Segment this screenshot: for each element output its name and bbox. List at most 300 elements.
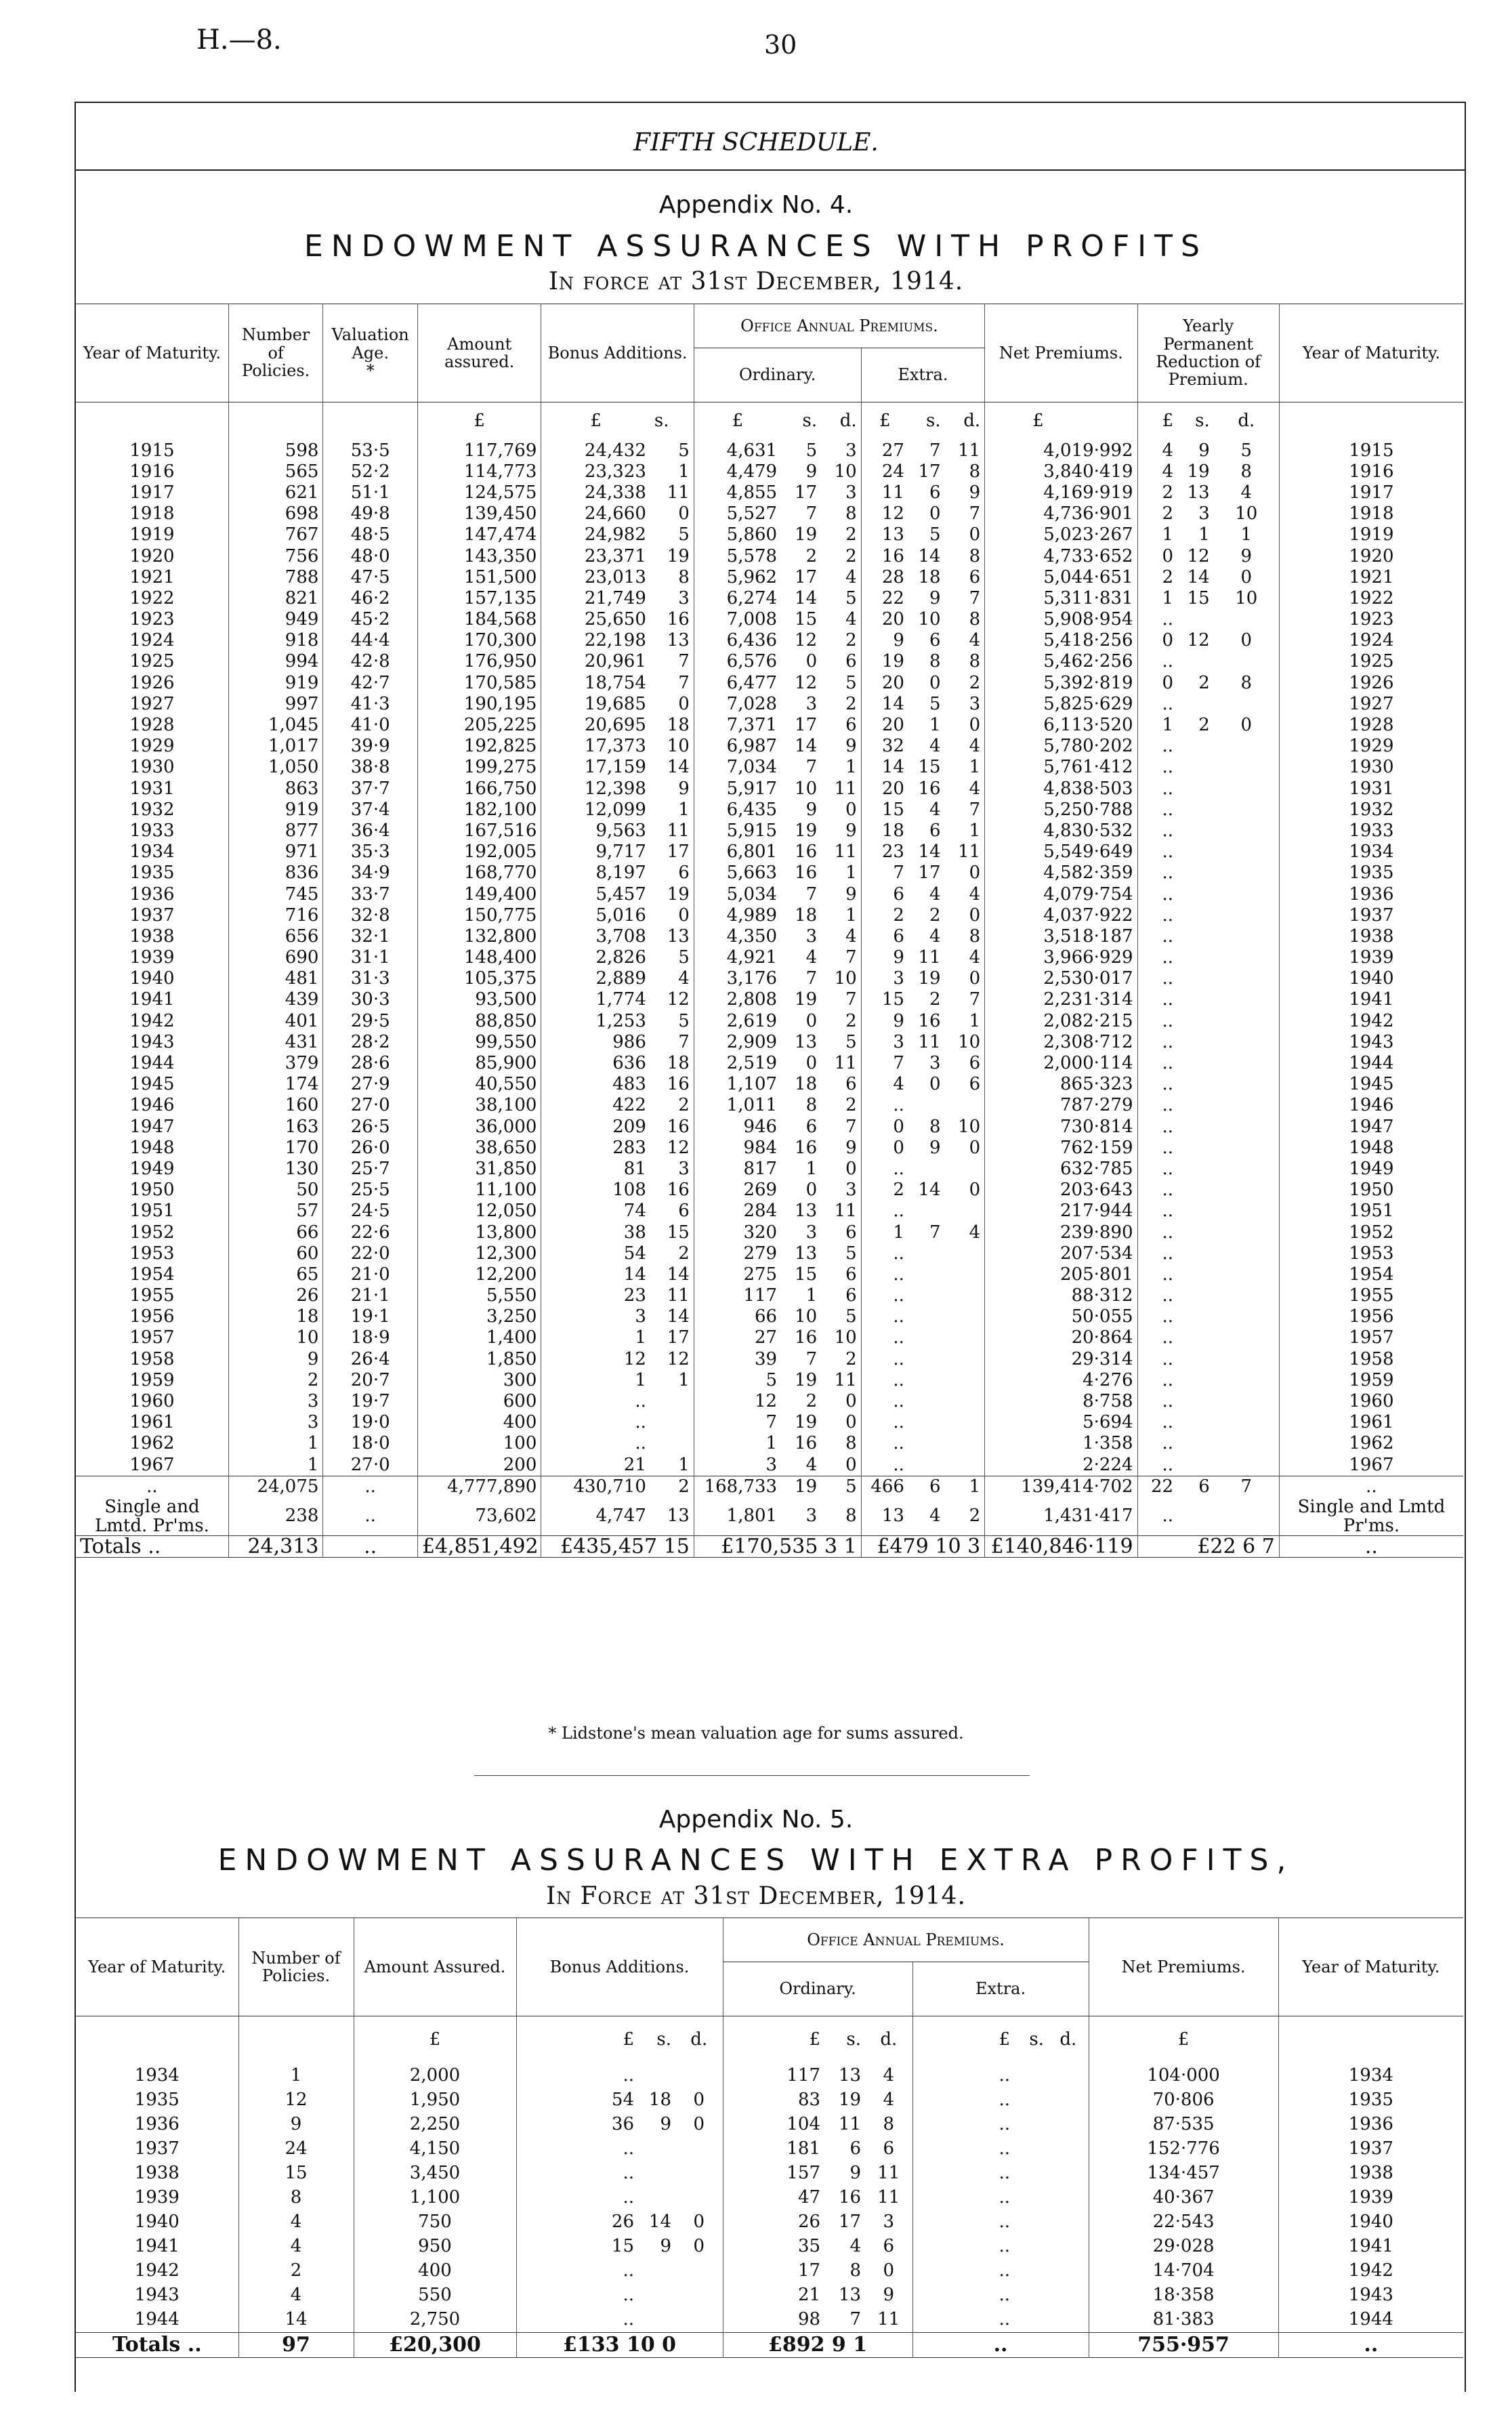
table-row <box>76 1433 1463 1454</box>
table-cell: 1,950 <box>354 2088 516 2113</box>
table-cell: 986 <box>541 1032 650 1053</box>
table-cell: 2 <box>929 905 941 926</box>
table-cell: 17 <box>918 461 941 482</box>
table-row <box>76 1074 1463 1095</box>
table-cell: 1955 <box>1279 1285 1463 1306</box>
table-cell: .. <box>912 2137 1014 2161</box>
table-cell: 5 <box>845 1031 857 1052</box>
table-cell: 6 <box>678 1201 690 1222</box>
table-cell: 5 <box>845 672 857 693</box>
table-cell <box>1048 2210 1089 2235</box>
table-cell: 16 <box>838 2187 862 2208</box>
table-cell: .. <box>1137 1201 1177 1222</box>
table-cell: 5,044·651 <box>985 567 1137 588</box>
table-cell <box>945 1264 985 1285</box>
table-cell: 5,962 <box>694 567 781 588</box>
table-cell: 6 <box>1198 1476 1210 1497</box>
table-cell: 40,550 <box>417 1074 541 1095</box>
table-cell: 6 <box>861 926 908 947</box>
table-cell: .. <box>861 1433 908 1454</box>
table-cell: 4 <box>883 2090 895 2110</box>
table-cell: 1 <box>678 799 690 820</box>
table-row <box>76 545 1463 566</box>
table-row <box>76 1455 1463 1476</box>
table-cell: 11 <box>958 842 981 863</box>
table-cell <box>908 1391 945 1412</box>
table-cell: 88,850 <box>417 1011 541 1032</box>
table-cell <box>1214 821 1280 842</box>
table-row <box>76 694 1463 715</box>
table-cell: 16 <box>795 1433 818 1454</box>
table-cell: 4,830·532 <box>985 821 1137 842</box>
table-cell: 26·0 <box>323 1138 418 1159</box>
table-cell: 0 <box>845 1391 857 1412</box>
table-cell <box>1177 1159 1214 1180</box>
table-cell: 1944 <box>1279 1053 1463 1074</box>
table-cell: 21,749 <box>541 588 650 609</box>
table-cell: 865·323 <box>985 1074 1137 1095</box>
table-cell: 9 <box>929 1137 941 1158</box>
table-cell: 1962 <box>1279 1433 1463 1454</box>
table-cell: .. <box>1137 651 1177 672</box>
table-cell: 4,582·359 <box>985 863 1137 884</box>
table-cell: 1917 <box>129 482 175 503</box>
unit-ordinary-shillings: s. <box>802 411 818 432</box>
table-cell: 18 <box>228 1306 323 1327</box>
table-cell: 22,198 <box>541 630 650 651</box>
table-cell: 4 <box>845 566 857 587</box>
table-cell: 6,987 <box>694 736 781 757</box>
table-cell: 5 <box>678 440 690 461</box>
table-cell: 3,518·187 <box>985 926 1137 947</box>
table-cell: 24 <box>238 2137 354 2161</box>
table-cell <box>675 2259 723 2283</box>
table-cell <box>1177 1412 1214 1433</box>
table-cell <box>1214 1370 1280 1391</box>
table-cell: 5 <box>805 440 818 461</box>
table-cell: 15 <box>1187 587 1210 608</box>
table-cell: 22 <box>861 588 908 609</box>
table-cell: 1922 <box>1279 588 1463 609</box>
table-cell: 181 <box>723 2137 824 2161</box>
table-cell <box>675 2186 723 2210</box>
table-cell: 5,311·831 <box>985 588 1137 609</box>
table-cell: 14 <box>795 736 818 757</box>
table-cell: 1948 <box>129 1137 175 1158</box>
table-row <box>76 630 1463 651</box>
table-cell: 2,082·215 <box>985 1011 1137 1032</box>
table-cell: 950 <box>354 2235 516 2259</box>
table-cell: 10 <box>1235 503 1258 524</box>
table-cell: 24,660 <box>541 503 650 524</box>
table-cell <box>1014 2113 1048 2137</box>
table-cell: 10 <box>1235 587 1258 608</box>
table-cell: 18 <box>667 1053 690 1074</box>
table-cell: 174 <box>228 1074 323 1095</box>
table-cell: 8 <box>1240 461 1253 482</box>
table-cell: 104·000 <box>1089 2064 1278 2088</box>
table-cell: 192,825 <box>417 736 541 757</box>
table-cell: 7 <box>969 799 981 820</box>
table-cell: 1929 <box>129 736 175 757</box>
table-cell: 836 <box>228 863 323 884</box>
table-cell: 9 <box>861 630 908 651</box>
table-cell: 19 <box>795 820 818 841</box>
table-cell: 1 <box>1137 715 1177 736</box>
table-cell: 863 <box>228 779 323 800</box>
table-cell: 9 <box>1240 545 1253 566</box>
table-cell: 4 <box>969 1222 981 1243</box>
table-cell <box>1177 1201 1214 1222</box>
table-cell: 1934 <box>134 2065 180 2086</box>
a5-unit-ordinary-pounds: £ <box>723 2016 824 2064</box>
table-cell: 4,747 <box>541 1497 650 1536</box>
table-cell: 5,908·954 <box>985 609 1137 630</box>
a5-totals-number: 97 <box>238 2332 354 2357</box>
table-cell: 2 <box>845 1010 857 1031</box>
table-cell: 4 <box>969 736 981 757</box>
table-cell: 1924 <box>1279 630 1463 651</box>
table-cell: 1941 <box>134 2236 180 2256</box>
table-cell: 2,750 <box>354 2308 516 2333</box>
table-cell: 1960 <box>1279 1391 1463 1412</box>
table-cell: 16 <box>795 1137 818 1158</box>
table-row <box>76 651 1463 672</box>
table-cell: 15 <box>667 1222 690 1243</box>
table-cell: 14 <box>238 2308 354 2333</box>
table-cell: 5,915 <box>694 821 781 842</box>
table-cell: 656 <box>228 926 323 947</box>
table-cell: 997 <box>228 694 323 715</box>
table-cell: 19 <box>667 545 690 566</box>
table-cell: 18·0 <box>323 1433 418 1454</box>
table-cell: 19 <box>667 884 690 905</box>
table-cell: 4,479 <box>694 461 781 482</box>
table-cell: 5,016 <box>541 905 650 926</box>
table-cell: 7 <box>969 503 981 524</box>
table-row <box>76 1095 1463 1116</box>
table-cell: 5,578 <box>694 545 781 566</box>
table-cell: 1932 <box>129 799 175 820</box>
table-cell <box>1177 1391 1214 1412</box>
table-cell: 1921 <box>129 566 175 587</box>
table-cell: 7 <box>1240 1476 1253 1497</box>
table-cell: .. <box>1137 736 1177 757</box>
table-cell: 12 <box>694 1391 781 1412</box>
table-cell: 9 <box>845 736 857 757</box>
table-cell: 1 <box>678 1369 690 1390</box>
table-cell: 100 <box>417 1433 541 1454</box>
table-cell <box>1177 863 1214 884</box>
table-cell: 1915 <box>1279 440 1463 461</box>
table-cell: 26 <box>516 2210 638 2235</box>
table-cell: 2,619 <box>694 1011 781 1032</box>
table-cell: 6,274 <box>694 588 781 609</box>
table-cell: 1932 <box>1279 800 1463 821</box>
table-cell: 1962 <box>129 1433 175 1454</box>
table-cell: 27·0 <box>323 1095 418 1116</box>
table-cell: .. <box>1137 1243 1177 1264</box>
table-cell: 23,013 <box>541 567 650 588</box>
table-cell: .. <box>1137 968 1177 989</box>
table-cell: 10 <box>918 609 941 630</box>
table-cell <box>1014 2186 1048 2210</box>
table-cell: .. <box>1137 1011 1177 1032</box>
table-cell: .. <box>1137 800 1177 821</box>
table-cell: 1952 <box>129 1222 175 1243</box>
table-cell: 2 <box>845 1348 857 1369</box>
table-cell: 1944 <box>129 1053 175 1074</box>
table-cell: .. <box>541 1433 650 1454</box>
table-cell: 3,176 <box>694 968 781 989</box>
table-cell: 50·055 <box>985 1306 1137 1327</box>
col-extra: Extra. <box>861 348 985 402</box>
table-cell: 1944 <box>1278 2308 1463 2333</box>
table-cell: 15 <box>795 609 818 630</box>
table-cell: 23,323 <box>541 461 650 482</box>
table-cell: 19,685 <box>541 694 650 715</box>
table-cell: 36 <box>516 2113 638 2137</box>
table-cell: 200 <box>417 1455 541 1476</box>
table-cell: 5,527 <box>694 503 781 524</box>
table-cell: 632·785 <box>985 1159 1137 1180</box>
table-cell: 400 <box>354 2259 516 2283</box>
table-cell: 18 <box>667 715 690 736</box>
table-cell: 6 <box>845 1264 857 1285</box>
table-cell: 2 <box>1137 503 1177 524</box>
table-cell <box>1177 1497 1214 1536</box>
table-row <box>76 715 1463 736</box>
table-cell: 8 <box>849 2260 862 2281</box>
table-cell: 33·7 <box>323 884 418 905</box>
table-cell: 1 <box>969 1476 981 1497</box>
table-cell: .. <box>146 1476 158 1497</box>
table-row <box>76 821 1463 842</box>
table-cell: 5 <box>845 587 857 608</box>
table-cell: 7 <box>929 1222 941 1243</box>
table-cell: 27·0 <box>323 1455 418 1476</box>
table-cell <box>1048 2186 1089 2210</box>
table-cell: 762·159 <box>985 1138 1137 1159</box>
table-cell: 1943 <box>129 1031 175 1052</box>
table-cell: 23 <box>541 1285 650 1306</box>
table-cell: 4,150 <box>354 2137 516 2161</box>
table-cell: 817 <box>694 1159 781 1180</box>
table-cell: 20·864 <box>985 1327 1137 1348</box>
table-cell: 0 <box>883 2260 895 2281</box>
table-row <box>76 2308 1463 2333</box>
table-cell: 2 <box>1198 672 1210 693</box>
table-cell: 34·9 <box>323 863 418 884</box>
table-cell: 17 <box>667 842 690 863</box>
table-cell: 4 <box>929 799 941 820</box>
table-cell: 9 <box>883 2285 895 2305</box>
table-cell: 7 <box>694 1412 781 1433</box>
table-cell: 283 <box>541 1138 650 1159</box>
table-cell: 11 <box>838 2114 862 2134</box>
table-cell <box>1177 1011 1214 1032</box>
table-cell: 83 <box>723 2088 824 2113</box>
table-cell <box>1014 2308 1048 2333</box>
table-cell: 1 <box>228 1433 323 1454</box>
table-cell: 745 <box>228 884 323 905</box>
table-cell: .. <box>323 1476 418 1497</box>
table-cell: 17 <box>667 1327 690 1348</box>
table-cell: 117 <box>723 2064 824 2088</box>
table-cell: 157 <box>723 2161 824 2186</box>
a5-unit-extra-pounds: £ <box>912 2016 1014 2064</box>
table-cell: 3 <box>845 440 857 461</box>
table-cell: 1931 <box>1279 779 1463 800</box>
table-row <box>76 1412 1463 1433</box>
table-cell: 3 <box>805 926 818 947</box>
table-row <box>76 2259 1463 2283</box>
table-cell: 1,107 <box>694 1074 781 1095</box>
table-cell: 1 <box>1137 524 1177 545</box>
table-cell: 168,733 <box>694 1476 781 1497</box>
a5-totals-extra: .. <box>912 2332 1089 2357</box>
table-cell <box>1177 1138 1214 1159</box>
table-cell: 279 <box>694 1243 781 1264</box>
table-row <box>76 1138 1463 1159</box>
table-cell: 4,777,890 <box>417 1476 541 1497</box>
table-cell: 18·9 <box>323 1327 418 1348</box>
table-cell: 1957 <box>129 1327 175 1348</box>
table-cell: 1936 <box>1278 2113 1463 2137</box>
table-cell: 28·2 <box>323 1032 418 1053</box>
table-cell: 66 <box>694 1306 781 1327</box>
totals-year: .. <box>1279 1535 1463 1557</box>
table-cell <box>908 1243 945 1264</box>
table-cell: 41·0 <box>323 715 418 736</box>
table-cell: 22 <box>1137 1476 1177 1497</box>
table-cell: 7 <box>861 863 908 884</box>
table-cell <box>638 2308 675 2333</box>
table-cell: 8 <box>929 1116 941 1137</box>
table-cell <box>1177 821 1214 842</box>
table-row <box>76 905 1463 926</box>
table-cell: 621 <box>228 482 323 503</box>
table-cell: 1937 <box>1279 905 1463 926</box>
table-cell: 65 <box>228 1264 323 1285</box>
table-cell: 47 <box>723 2186 824 2210</box>
table-cell: 9,563 <box>541 821 650 842</box>
table-cell: 1946 <box>129 1095 175 1116</box>
table-cell: 9 <box>845 884 857 905</box>
table-cell: 1933 <box>1279 821 1463 842</box>
table-cell: 0 <box>1137 545 1177 566</box>
table-cell <box>1214 947 1280 968</box>
table-cell: 31,850 <box>417 1159 541 1180</box>
table-cell: 4 <box>1137 440 1177 461</box>
table-cell: 4 <box>883 2065 895 2086</box>
table-cell <box>1177 1285 1214 1306</box>
table-cell: 8 <box>1240 672 1253 693</box>
table-cell: 1916 <box>129 461 175 482</box>
table-cell: 1924 <box>129 630 175 651</box>
table-cell: 190,195 <box>417 694 541 715</box>
table-cell <box>1214 989 1280 1010</box>
table-cell: .. <box>516 2186 638 2210</box>
table-cell: 1,100 <box>354 2186 516 2210</box>
table-cell: 1930 <box>129 757 175 778</box>
table-cell: 239·890 <box>985 1222 1137 1243</box>
table-cell: 26·4 <box>323 1349 418 1370</box>
table-cell: 600 <box>417 1391 541 1412</box>
unit-net: £ <box>985 402 1137 440</box>
table-row <box>76 2283 1463 2308</box>
table-row <box>76 1327 1463 1348</box>
table-cell: 11 <box>877 2309 900 2329</box>
table-cell <box>945 1306 985 1327</box>
table-cell <box>1177 651 1214 672</box>
table-cell: 70·806 <box>1089 2088 1278 2113</box>
table-cell <box>1214 884 1280 905</box>
table-cell: 3 <box>861 1032 908 1053</box>
table-cell: 0 <box>1137 630 1177 651</box>
table-cell: 36,000 <box>417 1117 541 1138</box>
table-cell: 16 <box>795 1327 818 1348</box>
table-cell: 12 <box>238 2088 354 2113</box>
table-cell: 1 <box>1137 588 1177 609</box>
table-cell <box>650 1391 694 1412</box>
table-cell: 0 <box>678 905 690 926</box>
table-cell: 2,000·114 <box>985 1053 1137 1074</box>
table-cell: .. <box>861 1285 908 1306</box>
totals-net: £140,846·119 <box>985 1535 1137 1557</box>
totals-label: Totals .. <box>80 1534 161 1558</box>
table-cell: 16 <box>667 1116 690 1137</box>
table-cell: 1948 <box>1279 1138 1463 1159</box>
table-row <box>76 1306 1463 1327</box>
table-cell: 24 <box>861 461 908 482</box>
table-cell <box>945 1159 985 1180</box>
table-cell <box>1214 1285 1280 1306</box>
table-cell: 3 <box>883 2212 895 2232</box>
table-cell: 81·383 <box>1089 2308 1278 2333</box>
table-cell: 31·1 <box>323 947 418 968</box>
table-cell: 5,462·256 <box>985 651 1137 672</box>
table-cell: 6 <box>861 884 908 905</box>
table-cell <box>1214 1264 1280 1285</box>
table-cell: 4 <box>805 1454 818 1475</box>
table-cell: 0 <box>678 503 690 524</box>
table-cell: 2 <box>678 1476 690 1497</box>
table-cell: 636 <box>541 1053 650 1074</box>
table-cell: 1935 <box>1278 2088 1463 2113</box>
table-cell: 0 <box>969 863 981 884</box>
table-cell: 151,500 <box>417 567 541 588</box>
table-cell: 170,585 <box>417 673 541 694</box>
table-cell: 170 <box>228 1138 323 1159</box>
table-cell: 5 <box>929 693 941 714</box>
table-cell: 37·4 <box>323 800 418 821</box>
table-cell <box>1214 1306 1280 1327</box>
table-cell: 1,017 <box>228 736 323 757</box>
table-cell: 15 <box>238 2161 354 2186</box>
table-cell <box>945 1243 985 1264</box>
appendix4-title: Appendix No. 4. <box>658 191 854 219</box>
table-cell <box>1177 736 1214 757</box>
table-cell: .. <box>541 1391 650 1412</box>
table-cell <box>650 1412 694 1433</box>
table-cell: 430,710 <box>541 1476 650 1497</box>
table-cell: 8 <box>805 1095 818 1116</box>
table-cell: 17 <box>795 482 818 503</box>
table-cell: 7 <box>929 440 941 461</box>
table-cell: .. <box>861 1412 908 1433</box>
appendix4-subheading: In force at 31st December, 1914. <box>548 268 964 295</box>
